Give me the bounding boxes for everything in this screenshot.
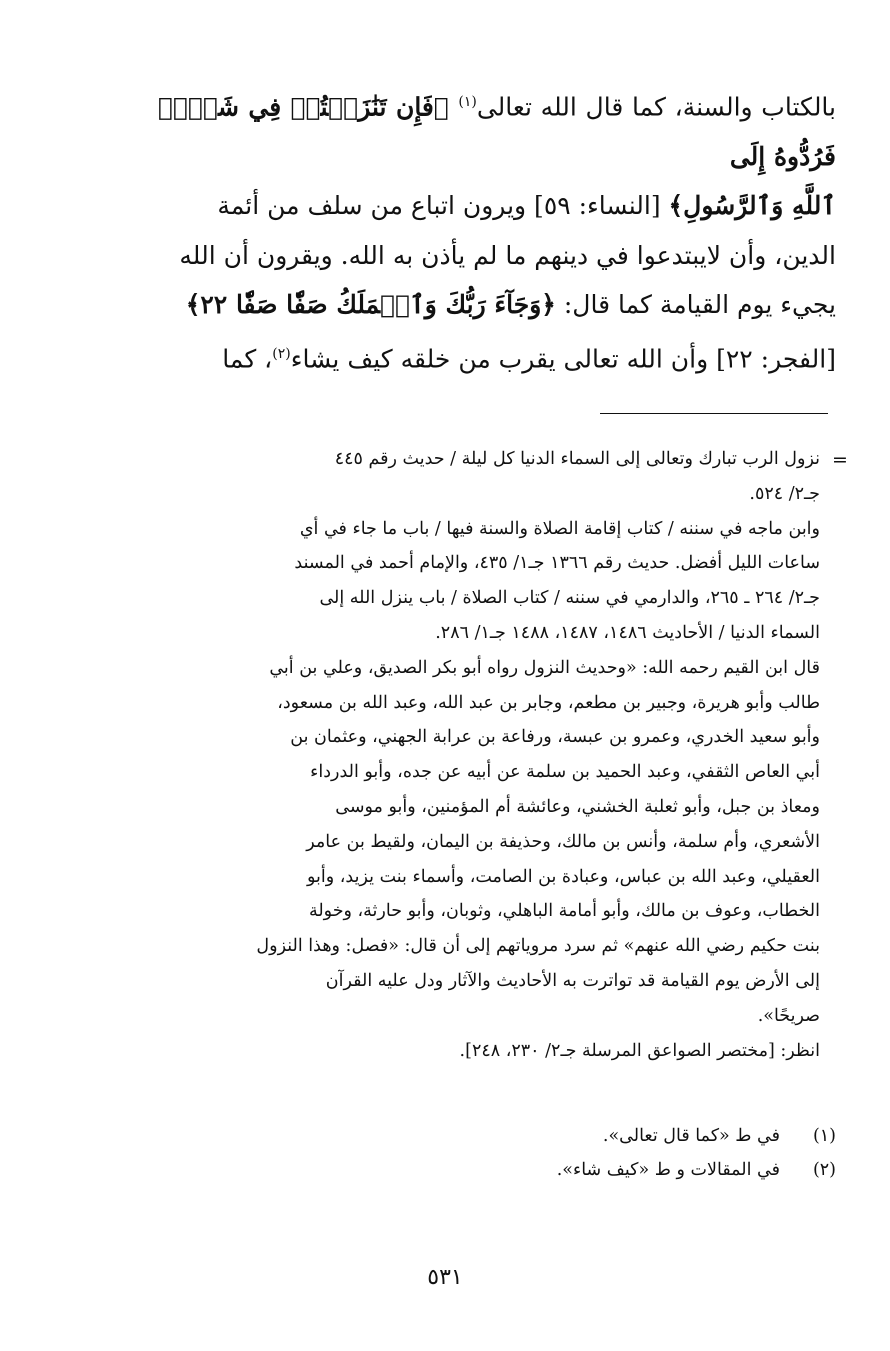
continuation-marker: = — [832, 449, 848, 471]
footnote-line: العقيلي، وعبد الله بن عباس، وعبادة بن الصامت، وأسماء بنت يزيد، وأبو — [307, 866, 820, 887]
footnote-item — [160, 1153, 836, 1187]
footnote-ref: (١) — [458, 94, 477, 110]
footnote-paragraph — [160, 442, 820, 512]
footnote-line: الخطاب، وعوف بن مالك، وأبو أمامة الباهلي، وثوبان، وأبو حارثة، وخولة — [308, 901, 820, 922]
footnote-line: إلى الأرض يوم القيامة قد تواترت به الأحاديث والآثار ودل عليه القرآن — [325, 970, 820, 991]
footnote-line: وابن ماجه في سننه / كتاب إقامة الصلاة والسنة فيها / باب ما جاء في أي — [299, 518, 820, 539]
quran-verse: ٱللَّهِ وَٱلرَّسُولِ﴾ — [668, 191, 836, 221]
footnote-paragraph — [160, 512, 820, 651]
quran-verse: ﴿وَجَآءَ رَبُّكَ وَٱلۡمَلَكُ صَفّٗا صَفّٗا ٢٢﴾ — [185, 290, 556, 320]
footnote-line: الأشعري، وأم سلمة، وأنس بن مالك، وحذيفة بن اليمان، ولقيط بن عامر — [306, 831, 820, 852]
footnote-line: بنت حكيم رضي الله عنهم» ثم سرد مروياتهم إلى أن قال: «فصل: وهذا النزول — [256, 936, 820, 957]
footnote-line: طالب وأبو هريرة، وجبير بن مطعم، وجابر بن عبد الله، وعبد الله بن مسعود، — [277, 692, 820, 713]
footnote-line: نزول الرب تبارك وتعالى إلى السماء الدنيا كل ليلة / حديث رقم ٤٤٥ — [334, 449, 820, 469]
footnote-line: أبي العاص الثقفي، وعبد الحميد بن سلمة عن أبيه عن جده، وأبو الدرداء — [310, 762, 820, 783]
footnote-divider — [600, 413, 828, 414]
footnote-number: (١) — [812, 1126, 836, 1146]
footnote-body — [160, 442, 820, 1068]
footnote-text: في ط «كما قال تعالى». — [602, 1126, 780, 1146]
footnote-line: صريحًا». — [757, 1005, 820, 1026]
footnote-line: السماء الدنيا / الأحاديث ١٤٨٦، ١٤٨٧، ١٤٨٨ جـ١/ ٢٨٦. — [435, 622, 820, 643]
main-text-segment: [الفجر: ٢٢] وأن الله تعالى يقرب من خلقه كيف يشاء — [290, 344, 836, 374]
footnote-number: (٢) — [812, 1160, 836, 1180]
footnote-line: وأبو سعيد الخدري، وعمرو بن عبسة، ورفاعة بن عرابة الجهني، وعثمان بن — [290, 727, 820, 748]
main-text — [158, 78, 836, 384]
footnote-line: انظر: [مختصر الصواعق المرسلة جـ٢/ ٢٣٠، ٢٤٨]. — [459, 1040, 820, 1061]
main-text-segment: بالكتاب والسنة، كما قال الله تعالى — [476, 92, 837, 122]
page-number: ٥٣١ — [427, 1265, 463, 1290]
quran-verse: ﴿فَإِن تَنَٰزَعۡتُمۡ فِي شَيۡءٖ فَرُدُّوهُ إِلَى — [158, 92, 836, 171]
footnote-line: ساعات الليل أفضل. حديث رقم ١٣٦٦ جـ١/ ٤٣٥، والإمام أحمد في المسند — [294, 553, 820, 574]
footnote-item — [160, 1119, 836, 1153]
footnote-line: جـ٢/ ٢٦٤ ـ ٢٦٥، والدارمي في سننه / كتاب الصلاة / باب ينزل الله إلى — [319, 588, 820, 609]
footnote-text: في المقالات و ط «كيف شاء». — [556, 1160, 780, 1180]
footnote-paragraph — [160, 651, 820, 1034]
footnote-line: قال ابن القيم رحمه الله: «وحديث النزول رواه أبو بكر الصديق، وعلي بن أبي — [269, 657, 820, 678]
main-text-segment: الدين، وأن لايبتدعوا في دينهم ما لم يأذن به الله. ويقرون أن الله — [179, 240, 836, 270]
footnote-line: جـ٢/ ٥٢٤. — [749, 483, 820, 504]
footnote-line: ومعاذ بن جبل، وأبو ثعلبة الخشني، وعائشة أم المؤمنين، وأبو موسى — [335, 796, 820, 817]
footnote-paragraph — [160, 1034, 820, 1069]
main-text-segment: [النساء: ٥٩] ويرون اتباع من سلف من أئمة — [217, 191, 669, 221]
footnote-list — [160, 1119, 836, 1187]
main-text-segment: ، كما — [222, 344, 273, 374]
footnote-ref: (٢) — [272, 345, 291, 362]
main-text-segment: يجيء يوم القيامة كما قال: — [555, 290, 836, 320]
